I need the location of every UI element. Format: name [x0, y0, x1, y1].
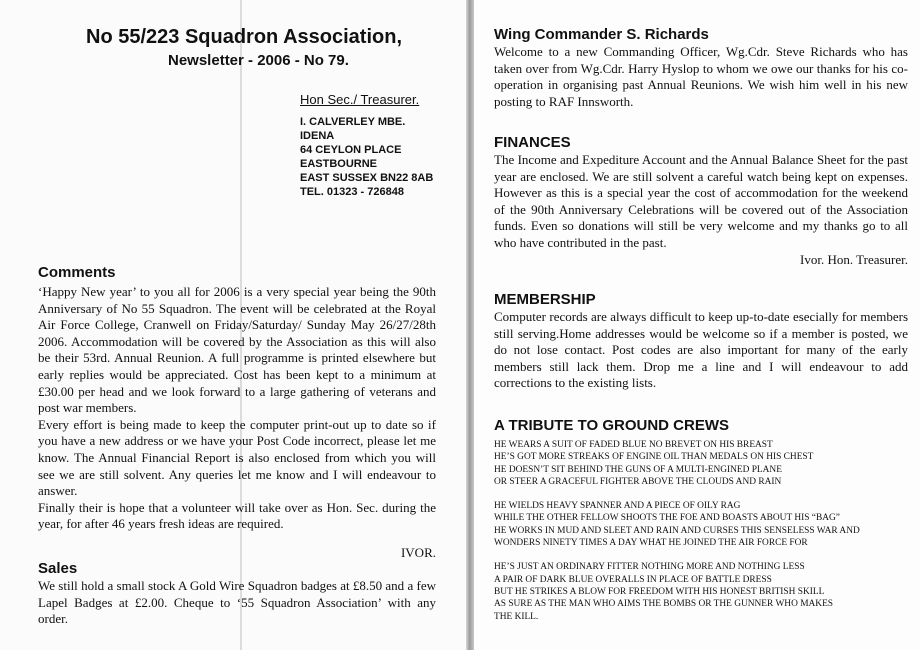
- address-line: 64 CEYLON PLACE: [300, 144, 402, 156]
- poem-stanza: [494, 500, 914, 549]
- comments-paragraph: ‘Happy New year’ to you all for 2006 is a very special year being the 90th Anniversary of No 55 Squadron. The event will be celebrated at the Royal Air Force College, Cranwell on Friday/Saturday/ Sunday May 26/27/28th 2006. Accommodation will be covered by the Association as this will also be their 53rd. Annual Reunion. A full programme is printed elsewhere but early replies would be appreciated. Cost has been kept to a minimum at £30.00 per head and we look forward to a large gathering of veterans and post war members.: [38, 284, 436, 416]
- finances-text: The Income and Expediture Account and the Annual Balance Sheet for the past year are enclosed. We are still solvent a careful watch being kept on expenses. However as this is a special year the cost of accommodation for the weekend of the 90th Anniversary Celebrations will be covered out of the Association funds. Even so donations will still be very welcome and my thanks go to all who have contributed in the past.: [494, 152, 908, 250]
- comments-body: [38, 284, 436, 562]
- poem-line: THE KILL.: [494, 611, 539, 622]
- comments-heading: Comments: [38, 264, 116, 281]
- membership-text: Computer records are always difficult to keep up-to-date esecially for members still serving.Home addresses would be welcome so if a member is posted, we do not lose contact. Post codes are also important for many of the early members still lack them. Drop me a line and I will endeavour to add corrections to the existing lists.: [494, 309, 908, 391]
- poem-stanza: [494, 439, 914, 488]
- finances-signature: Ivor. Hon. Treasurer.: [800, 251, 908, 267]
- finances-heading: FINANCES: [494, 134, 571, 151]
- tribute-poem: [494, 439, 914, 635]
- poem-line: WONDERS NINETY TIMES A DAY WHAT HE JOINED THE AIR FORCE FOR: [494, 538, 808, 549]
- poem-line: A PAIR OF DARK BLUE OVERALLS IN PLACE OF BATTLE DRESS: [494, 574, 772, 585]
- finances-body: [494, 152, 908, 268]
- address-line: TEL. 01323 - 726848: [300, 186, 404, 198]
- address-line: IDENA: [300, 130, 335, 142]
- poem-line: BUT HE STRIKES A BLOW FOR FREEDOM WITH HIS HONEST BRITISH SKILL: [494, 586, 825, 597]
- sales-heading: Sales: [38, 560, 78, 577]
- comments-signature: IVOR.: [400, 544, 436, 560]
- newsletter-title: No 55/223 Squadron Association,: [86, 26, 403, 48]
- sales-text: We still hold a small stock A Gold Wire Squadron badges at £8.50 and a few Lapel Badges at £2.00. Cheque to ‘55 Squadron Association’ with any order.: [38, 578, 436, 627]
- poem-line: HE’S GOT MORE STREAKS OF ENGINE OIL THAN MEDALS ON HIS CHEST: [494, 452, 814, 463]
- poem-line: HE’S JUST AN ORDINARY FITTER NOTHING MORE AND NOTHING LESS: [494, 562, 805, 573]
- address-line: EAST SUSSEX BN22 8AB: [300, 172, 434, 184]
- address-line: I. CALVERLEY MBE.: [300, 116, 406, 128]
- poem-line: WHILE THE OTHER FELLOW SHOOTS THE FOE AND BOASTS ABOUT HIS “BAG”: [494, 513, 840, 524]
- hon-sec-heading: Hon Sec./ Treasurer.: [300, 92, 420, 107]
- poem-line: OR STEER A GRACEFUL FIGHTER ABOVE THE CLOUDS AND RAIN: [494, 476, 782, 487]
- wing-commander-heading: Wing Commander S. Richards: [494, 26, 709, 43]
- poem-line: AS SURE AS THE MAN WHO AIMS THE BOMBS OR THE GUNNER WHO MAKES: [494, 599, 834, 610]
- comments-paragraph: Finally their is hope that a volunteer will take over as Hon. Sec. during the year, for after 46 years fresh ideas are required.: [38, 499, 436, 532]
- poem-stanza: [494, 561, 914, 622]
- poem-line: HE WIELDS HEAVY SPANNER AND A PIECE OF OILY RAG: [494, 501, 741, 512]
- poem-line: HE WEARS A SUIT OF FADED BLUE NO BREVET ON HIS BREAST: [494, 440, 773, 450]
- wing-commander-text: Welcome to a new Commanding Officer, Wg.Cdr. Steve Richards who has taken over from Wg.Cdr. Harry Hyslop to whom we owe our thanks for his co-operation in organising past Annual Reunions. We wish him well in his new posting to RAF Innsworth.: [494, 44, 908, 109]
- poem-line: HE DOESN’T SIT BEHIND THE GUNS OF A MULTI-ENGINED PLANE: [494, 464, 782, 475]
- hon-sec-address: [300, 115, 433, 199]
- newsletter-right-page: [474, 0, 920, 650]
- newsletter-subtitle: Newsletter - 2006 - No 79.: [168, 52, 349, 69]
- membership-heading: MEMBERSHIP: [494, 291, 596, 308]
- tribute-heading: A TRIBUTE TO GROUND CREWS: [494, 417, 729, 434]
- address-line: EASTBOURNE: [300, 158, 378, 170]
- page-fold: [466, 0, 474, 650]
- comments-paragraph: Every effort is being made to keep the computer print-out up to date so if you have a new address or we have your Post Code incorrect, please let me know. The Annual Financial Report is also enclosed from which you will see we are still solvent. Any queries let me know and I will endeavour to answer.: [38, 416, 436, 499]
- poem-line: HE WORKS IN MUD AND SLEET AND RAIN AND CURSES THIS SENSELESS WAR AND: [494, 525, 860, 536]
